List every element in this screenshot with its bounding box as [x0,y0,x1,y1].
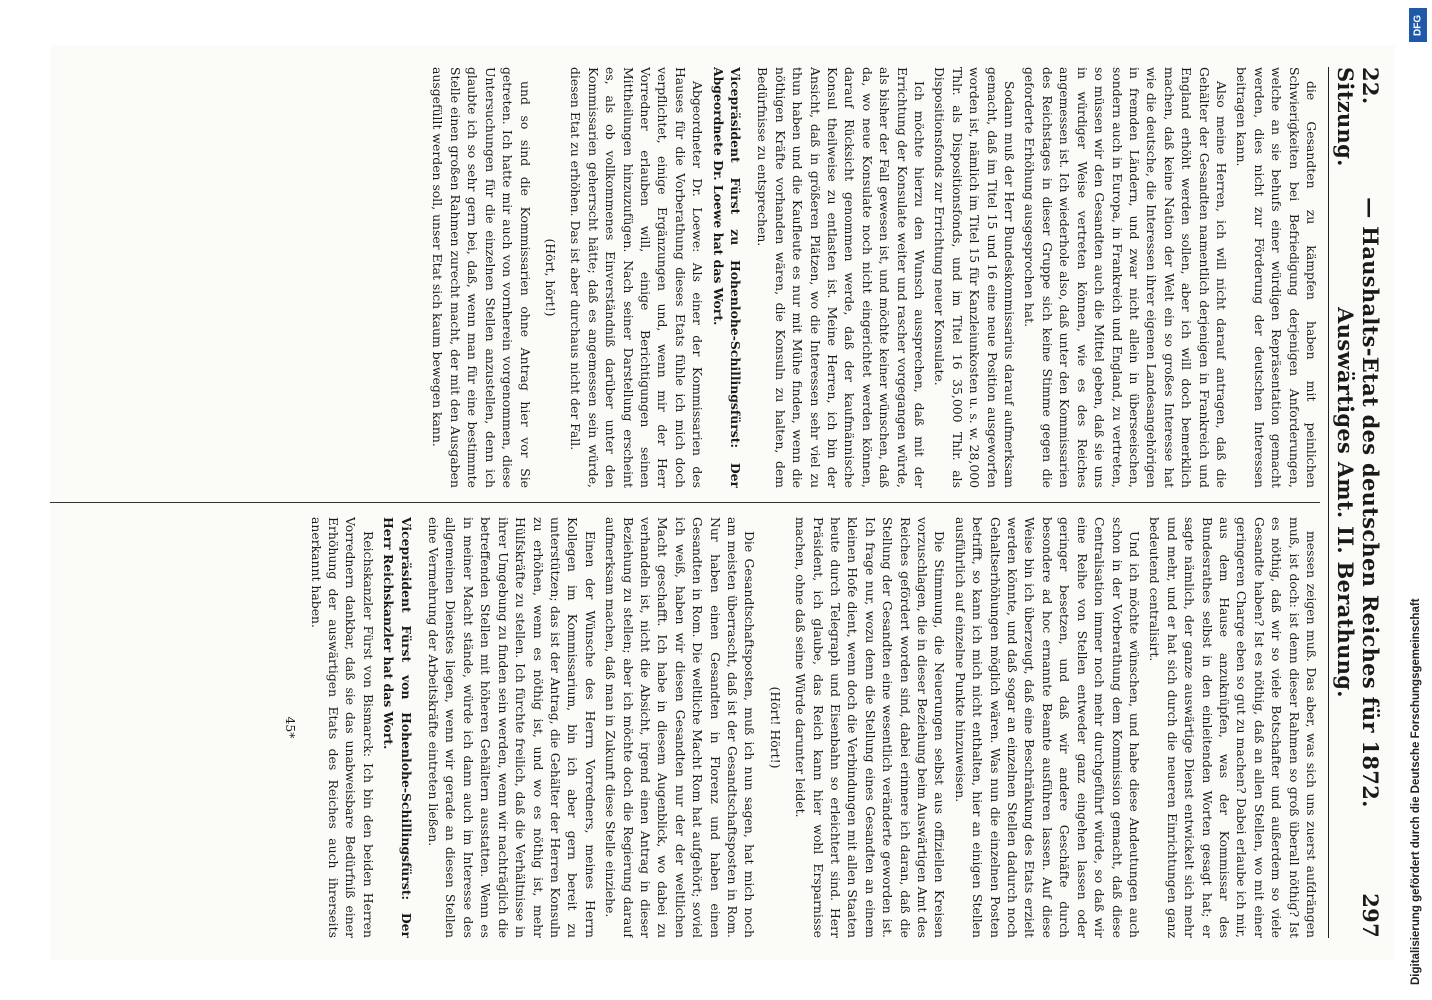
page-running-title: — Haushalts-Etat des deutschen Reiches für 1872. Auswärtiges Amt. II. Berathung. [1333,197,1383,808]
speech-paragraph: Einen der Wünsche des Herrn Vorredners, meines Herrn Kollegen im Kommissarium, bin ich aber gern bereit zu unterstützen; das ist der Antrag, die Gehälter der Herren Konsuln zu erhöhen, wenn es nöthig ist, und wo es nöthig ist, mehr Hülfskräfte zu stellen. Ich fürchte freilich, daß die Verhältnisse in ihrer Umgebung zu finden sein werden, wenn wir nachträglich die betreffenden Stellen mit höheren Gehältern ausstatten. Wenn es in meiner Macht stände, würde ich dann auch im Interesse des allgemeinen Dienstes liegen, wenn wir gerade an diesen Stellen eine Vermehrung der Arbeitskräfte eintreten ließen. [426,517,598,938]
text-columns [50,67,1320,938]
page-header [1328,67,1383,938]
president-call: Vicepräsident Fürst zu Hohenlohe-Schillingsfürst: Der Abgeordnete Dr. Loewe hat das Wort. [710,67,743,488]
paragraph: Ich möchte hierzu den Wunsch aussprechen, daß mit der Errichtung der Konsulate weiter und rascher vorgegangen würde, als bisher der Fall gewesen ist, und möchte keiner wünschen, daß da, wo neue Konsulate noch nicht eingerichtet werden können, darauf Rücksicht genommen werde, daß der kaufmännische Konsul theilweise zu entlasten ist. Meine Herren, ich bin der Ansicht, daß in größeren Plätzen, wo die Interessen sehr viel zu thun haben und die Kaufleute es nur mit Mühe finden, wenn die nöthigen Kräfte vorhanden wären, die Konsuln zu halten, dem Bedürfnisse zu entsprechen. [755,67,928,488]
paragraph: Die Gesandtschaftsposten, muß ich nun sagen, hat mich noch am meisten überrascht, daß ist der Gesandtschaftsposten in Rom. Nur haben einen Gesandten in Florenz und haben einen Gesandten in Rom. Die weltliche Macht Rom hat aufgehört; soviel ich weiß, haben wir diesen Gesandten nur der der weltlichen Macht geschafft. Ich habe in diesem Augenblick, wo dabei zu verhandeln ist, nicht die Absicht, irgend einen Antrag in dieser Beziehung zu stellen; aber ich möchte doch die Regierung darauf aufmerksam machen, daß man in Zukunft diese Stelle einziehe. [603,517,758,938]
speech-paragraph: Abgeordneter Dr. Loewe: Als einer der Kommissarien des Hauses für die Vorberathung dieses Etats fühle ich mich doch verpflichtet, einige Ergänzungen und, wenn mir der Herr Vorredner erlauben will, einige Berichtigungen seinen Mittheilungen hinzuzufügen. Nach seiner Darstellung erscheint es, als ob vollkommenes Einverständniß darüber unter den Kommissarien geherrscht hätte; daß es angemessen sein würde, diesen Etat zu erhöhen. Das ist aber durchaus nicht der Fall. [568,67,706,488]
paragraph: Und ich möchte wünschen, und habe diese Andeutungen auch schon in der Vorberathung dem Kommission gemacht, daß diese Centralisation immer noch mehr durchgeführt würde, so daß wir eine Reihe von Stellen entweder ganz eingehen lassen oder geringer besetzen, und daß wir andere Geschäfte durch besondere ad hoc ernannte Beamte ausführen lassen. Auf diese Weise bin ich überzeugt, daß eine Beschränkung des Etats erzielt werden könnte, und daß sogar an einzelnen Stellen dadurch noch Gehaltserhöhungen möglich wären. Was nun die einzelnen Posten betrifft, so kann ich mich nicht enthalten, hier an einigen Stellen ausführlich auf einzelne Punkte hinzuweisen. [952,517,1142,938]
credit-text: Digitalisierung gefördert durch die Deutsche Forschungsgemeinschaft [1410,598,1422,985]
president-call: Vicepräsident Fürst von Hohenlohe-Schillingsfürst: Der Herr Reichskanzler hat das Wort. [381,517,414,938]
left-column [50,67,1320,488]
paragraph: Sodann muß der Herr Bundeskommissarius darauf aufmerksam gemacht, daß im Titel 15 und 16 eine neue Position ausgeworfen worden ist, nämlich im Titel 15 für Kanzleiunkosten u. s. w. 28,000 Thlr. als Dispositionsfonds, und im Titel 16 35,000 Thlr. als Dispositionsfonds zur Errichtung neuer Konsulate. [932,67,1018,488]
paragraph: Also meine Herren, ich will nicht darauf antragen, daß die Gehälter der Gesandten namentlich derjenigen in Frankreich und England erhöht werden sollen, aber ich will doch bemerklich machen, daß keine Nation der Welt ein so großes Interesse hat wie die deutsche, die Interessen ihrer eigenen Landesangehörigen in fremden Ländern, und zwar nicht allein in überseeischen, sondern auch in Europa, in Frankreich und England, zu vertreten, so müssen wir den Gesandten auch die Mittel geben, daß sie uns in würdiger Weise vertreten können, wie es des Reiches angemessen ist. Ich wiederhole also, daß unter den Kommissarien des Reichstages in dieser Gruppe sich keine Stimme gegen die geforderte Erhöhung ausgesprochen hat. [1022,67,1229,488]
applause-note: (Hört! Hört!) [767,686,783,769]
right-column [50,517,1320,938]
speech-paragraph: Reichskanzler Fürst von Bismarck: Ich bin den beiden Herren Vorrednern dankbar, daß sie das unabweisbare Bedürfniß einer Erhöhung der auswärtigen Etats des Reiches auch ihrerseits anerkannt haben. [308,517,376,938]
paragraph: messen zeigen muß. Das aber, was sich uns zuerst aufdrängen muß, ist doch: ist denn dieser Rahmen so groß überall nöthig? Ist es nöthig, daß wir so viele Botschafter und außerdem so viele Gesandte haben? Ist es nöthig, daß an allen Stellen, wo mit einer geringeren Charge eben so gut zu machen? Dabei erlaube ich mir, aus dem Hause anzuknüpfen, was der Kommissar des Bundesrathes selbst in den einleitenden Worten gesagt hat; er sagte nämlich, der ganze auswärtige Dienst entwickelt sich mehr und mehr, und er hat sich durch die neueren Einrichtungen ganz bedeutend centralisirt. [1147,517,1319,938]
page-number: 297 [1358,893,1383,938]
footnote-mark: 45* [283,716,299,739]
column-divider [50,502,1320,503]
session-number: 22. Sitzung. [1333,67,1383,167]
paragraph: Die Stimmung, die Neuerungen selbst aus offiziellen Kreisen vorzuschlagen, die in dieser Beziehung beim Auswärtigen Amt des Reiches gefördert worden sind, dabei erinnere ich daran, daß die Stellung der Gesandten eine wesentlich veränderte geworden ist. Ich frage nur, wozu denn die Stellung eines Gesandten an einem kleinen Hofe dient, wenn doch die Verbindungen mit allen Staaten heute durch Telegraph und Eisenbahn so erleichtert sind. Herr Präsident, ich glaube, das Reich kann hier wohl Ersparnisse machen, ohne daß seine Würde darunter leidet. [793,517,948,938]
applause-note: (Hört, hört!) [542,238,558,317]
closing-paragraph: und so sind die Kommissarien ohne Antrag hier vor Sie getreten. Ich hatte mir auch von vornherein vorgenommen, diese Untersuchungen für die einzelnen Stellen anzustellen, denn ich glaubte ich so sehr gern bei, daß, wenn man für eine bestimmte Stelle einen großen Rahmen zurecht macht, der mit den Ausgaben ausgefüllt werden soll, unser Etat sich kaum bewegen kann. [430,67,533,488]
paragraph: die Gesandten zu kämpfen haben mit peinlichen Schwierigkeiten bei Befriedigung derjenigen Anforderungen, welche an sie behufs einer würdigen Repräsentation gemacht werden, dies nicht zur Förderung der deutschen Interessen beitragen kann. [1234,67,1319,488]
scanned-page [50,45,1395,960]
digitization-credit [1408,0,1430,1000]
dfg-logo: DFG [1409,8,1427,42]
